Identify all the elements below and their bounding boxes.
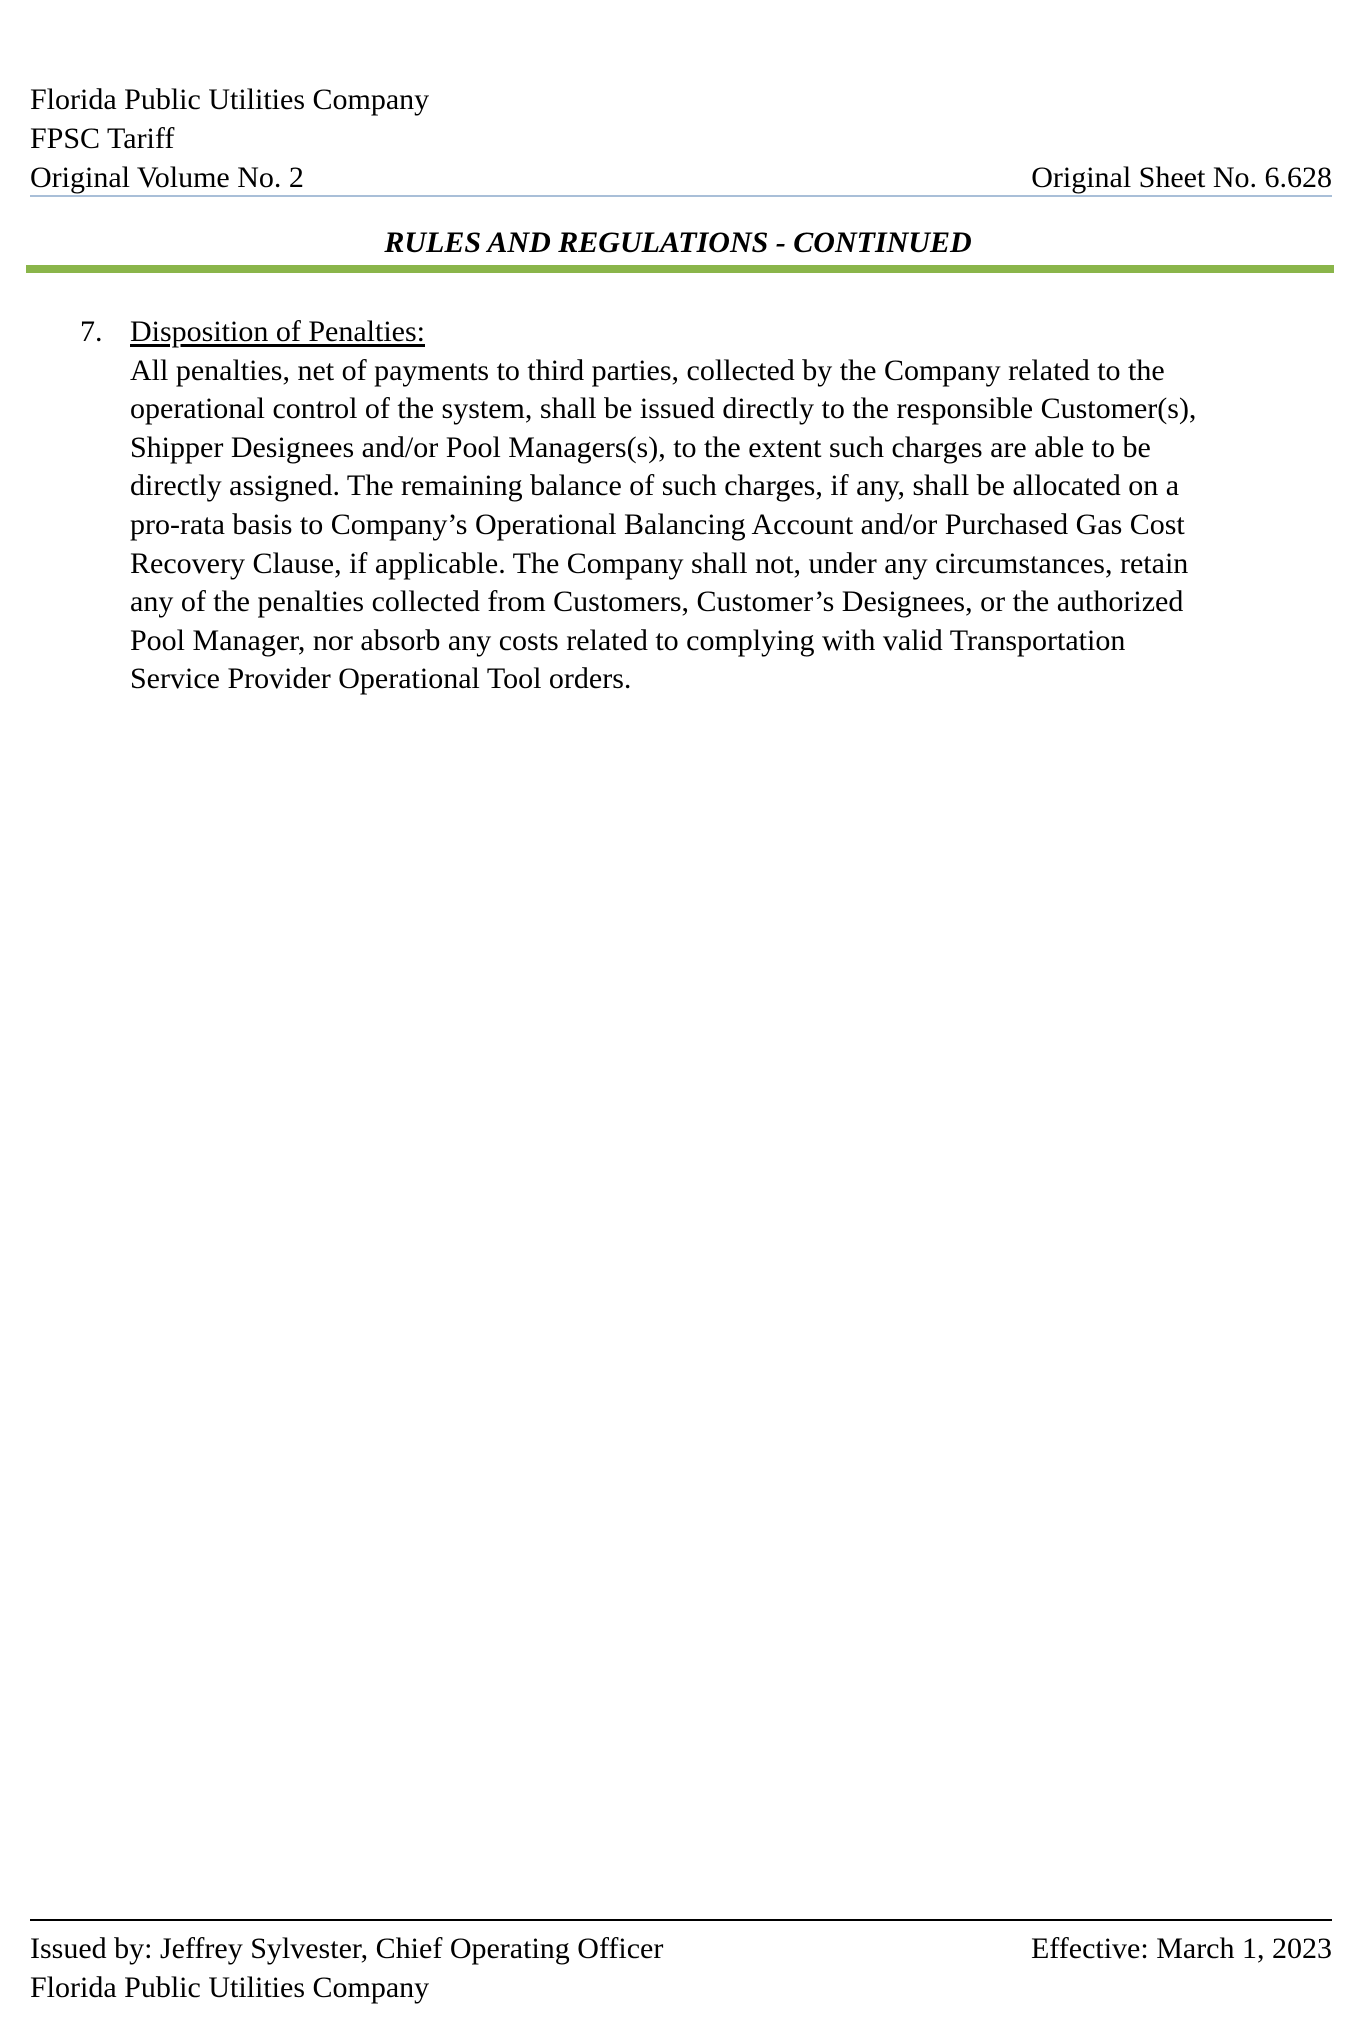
header-divider bbox=[30, 195, 1332, 197]
body-line: Shipper Designees and/or Pool Managers(s), to the extent such charges are able to be bbox=[130, 430, 1151, 464]
body-line: any of the penalties collected from Customers, Customer’s Designees, or the authorized bbox=[130, 585, 1184, 619]
footer-issued-row bbox=[30, 1929, 1332, 1968]
rule-item-body bbox=[130, 352, 1320, 699]
page-header bbox=[30, 80, 1332, 197]
section-title: RULES AND REGULATIONS - CONTINUED bbox=[384, 226, 972, 259]
rule-item-heading: Disposition of Penalties: bbox=[130, 315, 425, 348]
body-line: pro-rata basis to Company’s Operational Balancing Account and/or Purchased Gas Cost bbox=[130, 507, 1185, 541]
body-line: Recovery Clause, if applicable. The Company shall not, under any circumstances, retain bbox=[130, 546, 1189, 580]
rule-item-heading-row bbox=[80, 313, 1320, 352]
footer-effective-date: Effective: March 1, 2023 bbox=[1030, 1932, 1332, 1965]
section-divider bbox=[26, 265, 1334, 273]
header-tariff: FPSC Tariff bbox=[30, 122, 175, 155]
rule-item-number: 7. bbox=[80, 315, 103, 348]
footer-issued-by: Issued by: Jeffrey Sylvester, Chief Operating Officer bbox=[30, 1932, 664, 1965]
body-line: Service Provider Operational Tool orders. bbox=[130, 662, 632, 696]
footer-company-row bbox=[30, 1968, 1332, 2007]
header-volume: Original Volume No. 2 bbox=[30, 161, 304, 194]
footer-company: Florida Public Utilities Company bbox=[30, 1971, 430, 2004]
body-line: operational control of the system, shall be issued directly to the responsible Customer(s), bbox=[130, 392, 1197, 426]
footer-divider bbox=[30, 1919, 1332, 1921]
header-volume-row bbox=[30, 158, 1332, 197]
rule-item bbox=[80, 313, 1320, 699]
body-line: directly assigned. The remaining balance of such charges, if any, shall be allocated on a bbox=[130, 469, 1180, 503]
page-footer bbox=[30, 1929, 1332, 2007]
body-line: All penalties, net of payments to third parties, collected by the Company related to the bbox=[130, 353, 1165, 387]
header-sheet-number: Original Sheet No. 6.628 bbox=[1031, 161, 1332, 194]
body-line: Pool Manager, nor absorb any costs related to complying with valid Transportation bbox=[130, 623, 1126, 657]
header-company: Florida Public Utilities Company bbox=[30, 83, 430, 116]
